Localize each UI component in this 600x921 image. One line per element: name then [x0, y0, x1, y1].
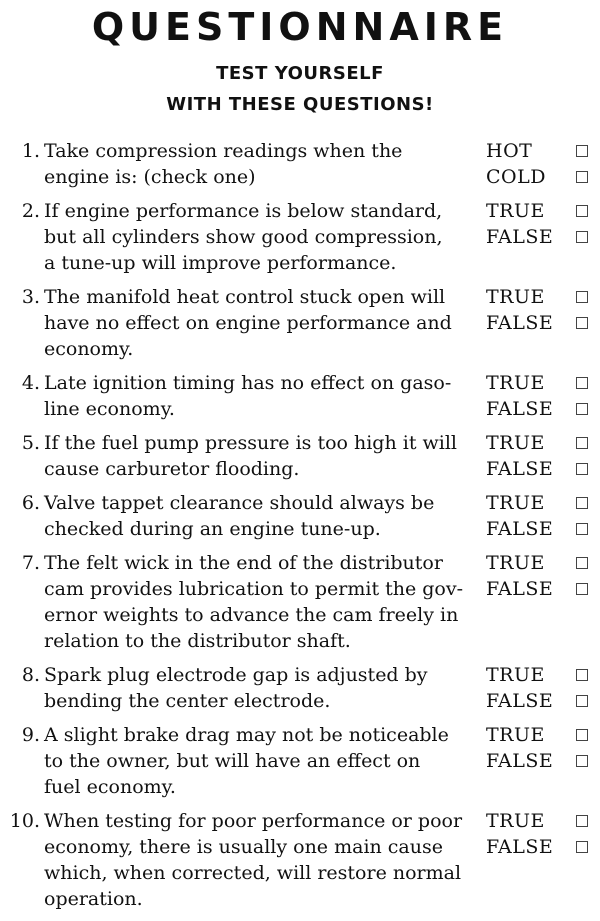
answer-options: [486, 138, 600, 190]
answer-label: COLD: [486, 166, 546, 188]
answer-option[interactable]: [486, 164, 600, 190]
answer-option[interactable]: [486, 576, 600, 602]
question-text: When testing for poor performance or poor economy, there is usually one main cause which, when corrected, will restore normal operation.: [44, 810, 463, 910]
answer-option[interactable]: [486, 808, 600, 834]
answer-checkbox[interactable]: [576, 231, 588, 243]
answer-label: TRUE: [486, 810, 545, 832]
question-number: 10.: [9, 810, 40, 832]
answer-label: TRUE: [486, 492, 545, 514]
page-title: QUESTIONNAIRE: [91, 5, 509, 49]
answer-label: TRUE: [486, 372, 545, 394]
question-number: 2.: [21, 200, 40, 222]
answer-label: FALSE: [486, 690, 554, 712]
answer-checkbox[interactable]: [576, 145, 588, 157]
question-item: [0, 198, 600, 276]
answer-checkbox[interactable]: [576, 729, 588, 741]
answer-label: TRUE: [486, 432, 545, 454]
answer-label: TRUE: [486, 200, 545, 222]
answer-option[interactable]: [486, 490, 600, 516]
answer-label: TRUE: [486, 552, 545, 574]
answer-option[interactable]: [486, 198, 600, 224]
subtitle-line-1: TEST YOURSELF: [216, 63, 384, 84]
question-text: Late ignition timing has no effect on gaso- line economy.: [44, 372, 452, 420]
answer-label: FALSE: [486, 578, 554, 600]
answer-options: [486, 550, 600, 602]
answer-options: [486, 430, 600, 482]
answer-label: HOT: [486, 140, 533, 162]
question-text: Take compression readings when the engine is: (check one): [44, 140, 403, 188]
answer-option[interactable]: [486, 430, 600, 456]
answer-option[interactable]: [486, 550, 600, 576]
answer-option[interactable]: [486, 284, 600, 310]
answer-option[interactable]: [486, 662, 600, 688]
answer-label: FALSE: [486, 312, 554, 334]
answer-checkbox[interactable]: [576, 171, 588, 183]
question-number: 7.: [21, 552, 40, 574]
answer-checkbox[interactable]: [576, 291, 588, 303]
question-item: [0, 722, 600, 800]
answer-checkbox[interactable]: [576, 463, 588, 475]
answer-label: FALSE: [486, 398, 554, 420]
subtitle-line-2: WITH THESE QUESTIONS!: [166, 94, 434, 115]
question-number: 6.: [21, 492, 40, 514]
answer-label: FALSE: [486, 458, 554, 480]
answer-checkbox[interactable]: [576, 497, 588, 509]
answer-option[interactable]: [486, 396, 600, 422]
answer-checkbox[interactable]: [576, 669, 588, 681]
answer-checkbox[interactable]: [576, 523, 588, 535]
question-number: 4.: [21, 372, 40, 394]
answer-checkbox[interactable]: [576, 557, 588, 569]
question-item: [0, 808, 600, 912]
answer-checkbox[interactable]: [576, 205, 588, 217]
question-item: [0, 430, 600, 482]
answer-label: TRUE: [486, 724, 545, 746]
answer-options: [486, 662, 600, 714]
answer-label: TRUE: [486, 286, 545, 308]
question-item: [0, 138, 600, 190]
answer-options: [486, 808, 600, 860]
answer-label: FALSE: [486, 750, 554, 772]
answer-label: TRUE: [486, 664, 545, 686]
question-item: [0, 550, 600, 654]
answer-checkbox[interactable]: [576, 755, 588, 767]
answer-option[interactable]: [486, 722, 600, 748]
question-item: [0, 284, 600, 362]
question-text: Valve tappet clearance should always be checked during an engine tune-up.: [44, 492, 435, 540]
question-item: [0, 662, 600, 714]
question-number: 8.: [21, 664, 40, 686]
answer-options: [486, 198, 600, 250]
answer-label: FALSE: [486, 226, 554, 248]
answer-checkbox[interactable]: [576, 583, 588, 595]
question-text: A slight brake drag may not be noticeable to the owner, but will have an effect on fuel economy.: [44, 724, 449, 798]
answer-checkbox[interactable]: [576, 317, 588, 329]
question-number: 1.: [21, 140, 40, 162]
answer-label: FALSE: [486, 518, 554, 540]
question-text: If the fuel pump pressure is too high it will cause carburetor flooding.: [44, 432, 457, 480]
answer-option[interactable]: [486, 370, 600, 396]
question-item: [0, 490, 600, 542]
answer-option[interactable]: [486, 688, 600, 714]
question-text: Spark plug electrode gap is adjusted by bending the center electrode.: [44, 664, 428, 712]
answer-checkbox[interactable]: [576, 695, 588, 707]
answer-option[interactable]: [486, 456, 600, 482]
answer-options: [486, 722, 600, 774]
answer-options: [486, 490, 600, 542]
answer-checkbox[interactable]: [576, 815, 588, 827]
answer-option[interactable]: [486, 310, 600, 336]
question-text: If engine performance is below standard, but all cylinders show good compression, a tune-up will improve performance.: [44, 200, 443, 274]
question-list: [0, 138, 600, 920]
question-number: 3.: [21, 286, 40, 308]
answer-checkbox[interactable]: [576, 403, 588, 415]
answer-checkbox[interactable]: [576, 377, 588, 389]
answer-option[interactable]: [486, 224, 600, 250]
answer-checkbox[interactable]: [576, 437, 588, 449]
answer-options: [486, 284, 600, 336]
question-number: 5.: [21, 432, 40, 454]
answer-option[interactable]: [486, 748, 600, 774]
question-text: The manifold heat control stuck open will have no effect on engine performance and economy.: [44, 286, 452, 360]
answer-option[interactable]: [486, 138, 600, 164]
question-number: 9.: [21, 724, 40, 746]
answer-checkbox[interactable]: [576, 841, 588, 853]
answer-option[interactable]: [486, 834, 600, 860]
question-text: The felt wick in the end of the distributor cam provides lubrication to permit the gov- ernor weights to advance the cam freely in relation to the distributor shaft.: [44, 552, 464, 652]
question-item: [0, 370, 600, 422]
answer-label: FALSE: [486, 836, 554, 858]
answer-option[interactable]: [486, 516, 600, 542]
answer-options: [486, 370, 600, 422]
